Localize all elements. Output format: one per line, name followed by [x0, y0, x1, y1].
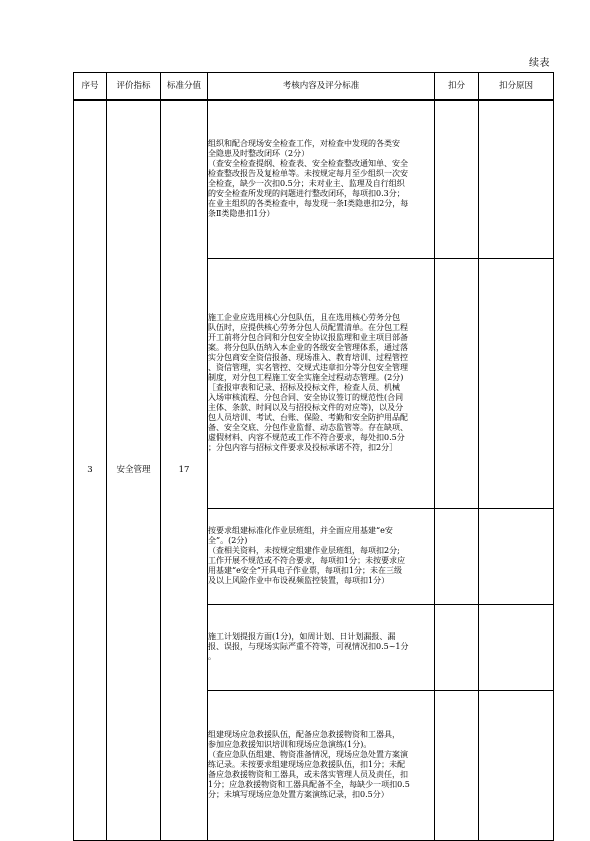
- row-standard-score: 17: [161, 100, 208, 840]
- reason-cell[interactable]: [479, 258, 554, 508]
- reason-cell[interactable]: [479, 604, 554, 690]
- table-header-row: [74, 73, 554, 101]
- reason-cell[interactable]: [479, 508, 554, 604]
- criteria-cell: [208, 258, 435, 508]
- criteria-text: 组建现场应急救援队伍，配备应急救援物资和工器具， 参加应急救援知识培训和现场应急演练(1分)。 （查应急队伍组建、物资准备情况，现场应急处置方案演 练记录。未按要求组建现场应急救援队伍，扣1分；未配 备应急救援物资和工器具，或未落实管理人员及责任，扣 1分；应急救援物资和工器具配备不全，每缺少一项扣0.5 分；未填写现场应急处置方案演练记录，扣0.5分）: [208, 730, 410, 799]
- criteria-cell: [208, 604, 435, 690]
- header-reason: 扣分原因: [479, 73, 554, 101]
- criteria-cell: [208, 508, 435, 604]
- continued-label: 续表: [529, 58, 550, 69]
- reason-cell[interactable]: [479, 100, 554, 258]
- header-index: 序号: [74, 73, 107, 101]
- row-index: 3: [74, 100, 107, 840]
- criteria-text: 按要求组建标准化作业层班组，并全面应用基建“e安 全”。(2分) （查相关资料，未按规定组建作业层班组，每项扣2分; 工作开展不规范或不符合要求，每项扣1分；未按要求应 用基建“e安全”开具电子作业票，每项扣1分；未在三级 及以上风险作业中布设视频监控装置，每项扣1分）: [208, 526, 406, 585]
- row-indicator: 安全管理: [107, 100, 161, 840]
- deduction-cell[interactable]: [435, 258, 479, 508]
- header-indicator: 评价指标: [107, 73, 161, 101]
- criteria-text: 组织和配合现场安全检查工作，对检查中发现的各类安 全隐患及时整改闭环（2分） （查安全检查提纲、检查表、安全检查整改通知单、安全 检查整改报告及复检单等。未按规定每月至少组织一次安 全检查，缺少一次扣0.5分；未对业主、监理及自行组织 的安全检查所发现的问题进行整改闭环，每项扣0.3分； 在业主组织的各类检查中，每发现一条I类隐患扣2分，每 条Ⅱ类隐患扣1分）: [208, 139, 409, 219]
- header-standard-score: 标准分值: [161, 73, 208, 101]
- evaluation-table: [73, 72, 554, 841]
- deduction-cell[interactable]: [435, 508, 479, 604]
- criteria-text: 施工企业应选用核心分包队伍，且在选用核心劳务分包 队伍时，应提供核心劳务分包人员配置清单。在分包工程 开工前将分包合同和分包安全协议报监理和业主项目部备 案。将分包队伍纳入本企业的各级安全管理体系，通过落 实分包商安全资信报备、现场准入、教育培训、过程管控 、资信管理，实名管控、交规式违章扣分等分包安全管理 制度，对分包工程施工安全实施全过程动态管理。(2分) ［查报审表和记录、招标及投标文件，检查人员、机械 入场审核流程、分包合同、安全协议签订的规范性(合同 主体、条款、时间以及与招投标文件的对应等)，以及分 包人员培训、考试、台账、保险、考勤和安全防护用品配 备、安全交底、分包作业监督、动态监管等。存在缺项、 虚假材料、内容不规范或工作不符合要求，每处扣0.5分 ；分包内容与招标文件要求及投标承诺不符，扣2分］: [208, 313, 408, 452]
- criteria-cell: [208, 100, 435, 258]
- criteria-text: 施工计划提报方面(1分)，如周计划、日计划漏报、漏 报、误报，与现场实际严重不符等，可视情况扣0.5~1分 。: [208, 632, 409, 661]
- reason-cell[interactable]: [479, 690, 554, 840]
- header-deduction: 扣分: [435, 73, 479, 101]
- deduction-cell[interactable]: [435, 100, 479, 258]
- table-row: [74, 100, 554, 258]
- deduction-cell[interactable]: [435, 604, 479, 690]
- criteria-cell: [208, 690, 435, 840]
- header-content: 考核内容及评分标准: [208, 73, 435, 101]
- deduction-cell[interactable]: [435, 690, 479, 840]
